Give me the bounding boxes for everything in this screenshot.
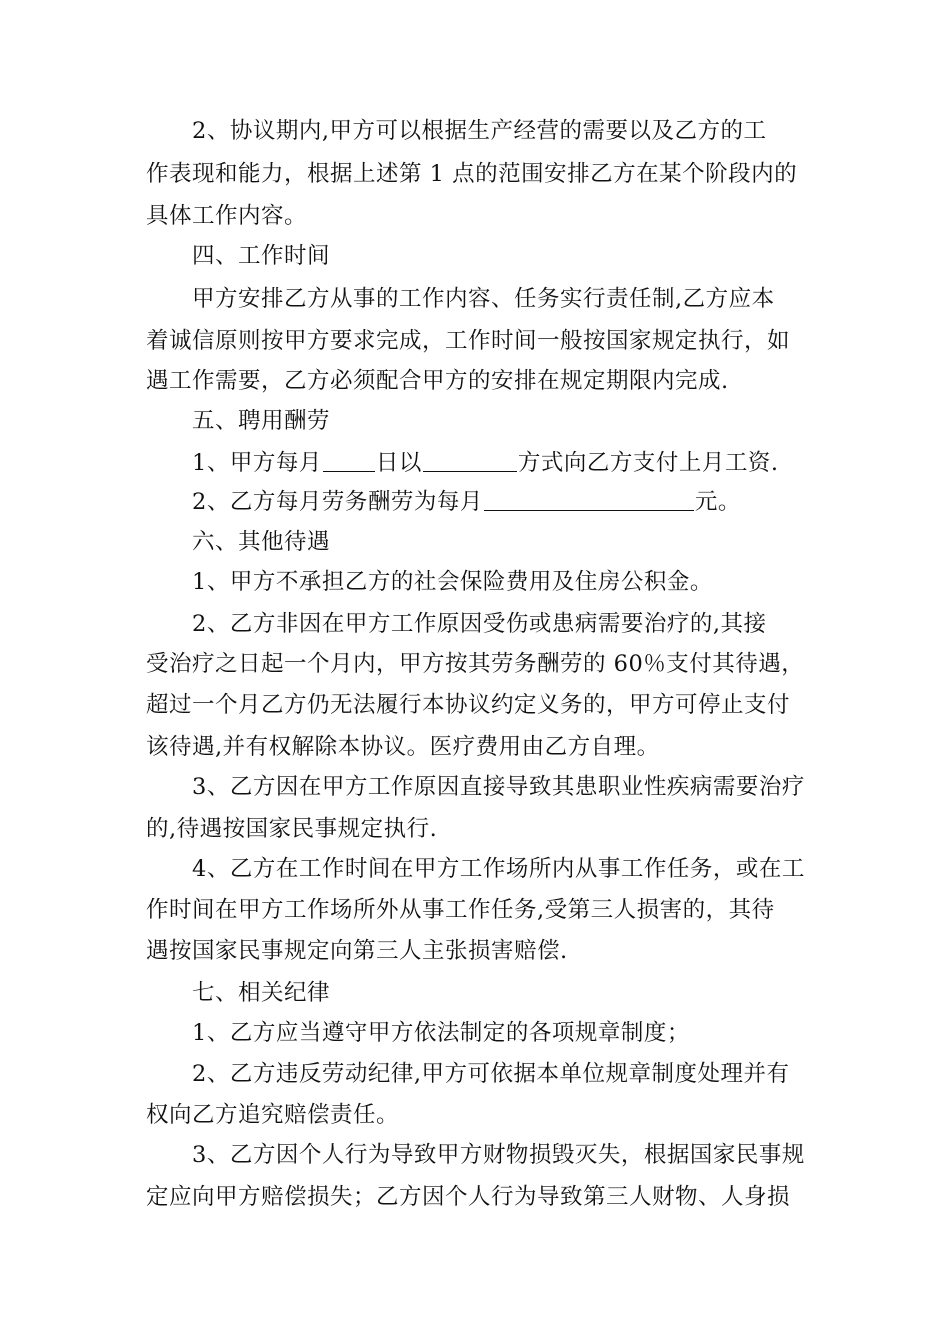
benefit-clause-3-line-1: 3、乙方因在甲方工作原因直接导致其患职业性疾病需要治疗 xyxy=(192,774,805,800)
salary-clause-1-suffix: 方式向乙方支付上月工资. xyxy=(517,450,779,476)
benefit-clause-4-line-1: 4、乙方在工作时间在甲方工作场所内从事工作任务，或在工 xyxy=(192,856,805,882)
section-heading-7: 七、相关纪律 xyxy=(192,980,331,1006)
discipline-clause-2-line-2: 权向乙方追究赔偿责任。 xyxy=(146,1102,400,1128)
benefit-clause-3-line-2: 的,待遇按国家民事规定执行. xyxy=(146,816,438,842)
discipline-clause-3-line-2: 定应向甲方赔偿损失；乙方因个人行为导致第三人财物、人身损 xyxy=(146,1184,791,1210)
discipline-clause-2-line-1: 2、乙方违反劳动纪律,甲方可依据本单位规章制度处理并有 xyxy=(192,1061,790,1087)
salary-clause-1-middle: 日以 xyxy=(375,450,422,476)
pay-method-blank xyxy=(423,451,517,472)
monthly-pay-blank xyxy=(484,490,694,511)
salary-clause-2 xyxy=(192,490,741,514)
benefit-clause-2-line-3: 超过一个月乙方仍无法履行本协议约定义务的，甲方可停止支付 xyxy=(146,692,791,718)
benefit-clause-4-line-2: 作时间在甲方工作场所外从事工作任务,受第三人损害的，其待 xyxy=(146,897,775,923)
section-heading-6: 六、其他待遇 xyxy=(192,529,331,555)
section-heading-5: 五、聘用酬劳 xyxy=(192,408,331,434)
benefit-clause-4-line-3: 遇按国家民事规定向第三人主张损害赔偿. xyxy=(146,938,568,964)
section-4-line-3: 遇工作需要，乙方必须配合甲方的安排在规定期限内完成. xyxy=(146,368,729,394)
section-heading-4: 四、工作时间 xyxy=(192,243,331,269)
section-4-line-1: 甲方安排乙方从事的工作内容、任务实行责任制,乙方应本 xyxy=(192,286,775,312)
salary-clause-1 xyxy=(192,451,779,475)
discipline-clause-3-line-1: 3、乙方因个人行为导致甲方财物损毁灭失，根据国家民事规 xyxy=(192,1142,805,1168)
clause-3-2-line-1: 2、协议期内,甲方可以根据生产经营的需要以及乙方的工 xyxy=(192,118,767,144)
benefit-clause-2-line-4: 该待遇,并有权解除本协议。医疗费用由乙方自理。 xyxy=(146,734,660,760)
benefit-clause-2-line-1: 2、乙方非因在甲方工作原因受伤或患病需要治疗的,其接 xyxy=(192,611,767,637)
salary-clause-1-prefix: 1、甲方每月 xyxy=(192,450,322,476)
pay-day-blank xyxy=(323,451,375,472)
clause-3-2-line-3: 具体工作内容。 xyxy=(146,203,308,229)
benefit-clause-1: 1、甲方不承担乙方的社会保险费用及住房公积金。 xyxy=(192,569,713,595)
salary-clause-2-suffix: 元。 xyxy=(694,489,741,515)
discipline-clause-1: 1、乙方应当遵守甲方依法制定的各项规章制度； xyxy=(192,1020,690,1046)
salary-clause-2-prefix: 2、乙方每月劳务酬劳为每月 xyxy=(192,489,483,515)
section-4-line-2: 着诚信原则按甲方要求完成，工作时间一般按国家规定执行，如 xyxy=(146,328,791,354)
benefit-clause-2-line-2: 受治疗之日起一个月内，甲方按其劳务酬劳的 60％支付其待遇， xyxy=(146,651,805,677)
clause-3-2-line-2: 作表现和能力，根据上述第 1 点的范围安排乙方在某个阶段内的 xyxy=(146,161,798,187)
